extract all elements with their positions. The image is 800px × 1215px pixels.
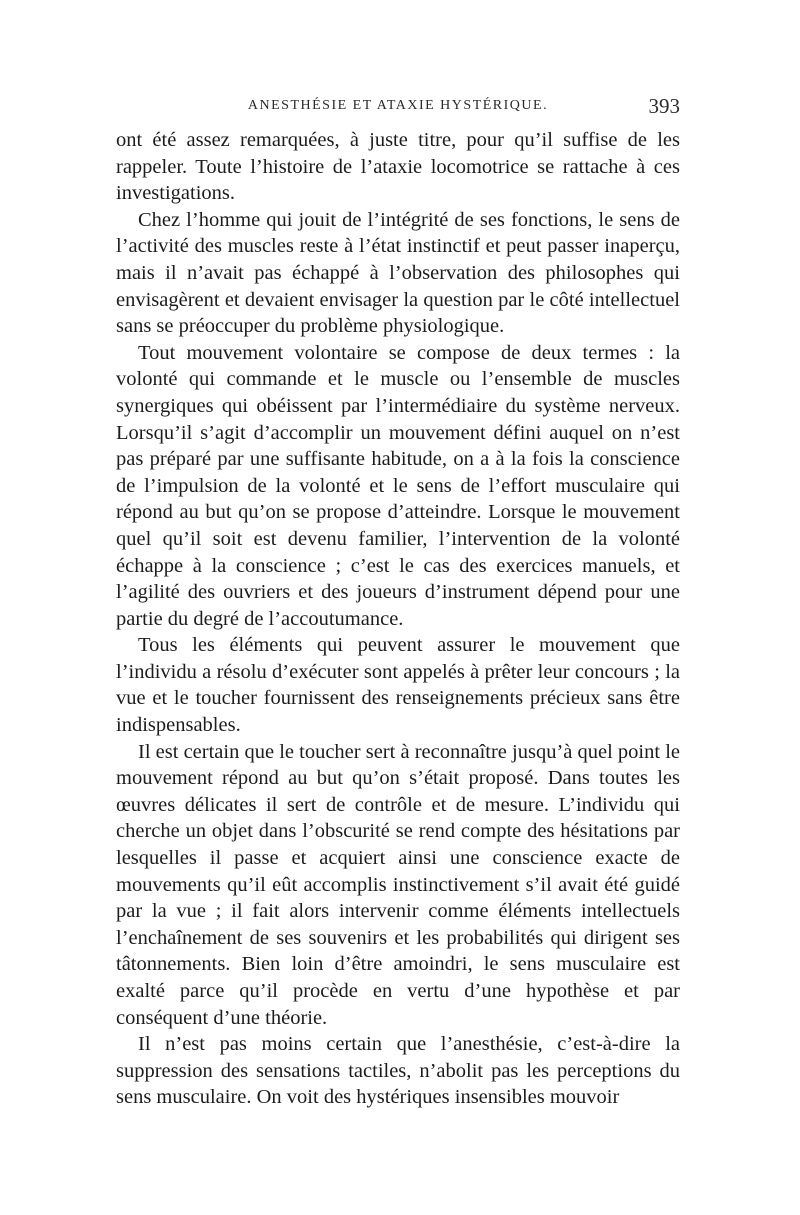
running-head [116, 94, 680, 120]
running-title: ANESTHÉSIE ET ATAXIE HYSTÉRIQUE. [247, 98, 549, 113]
paragraph-continued: ont été assez remarquées, à juste titre, pour qu’il suffise de les rappeler. Toute l’histoire de l’ataxie locomotrice se rattache à ces investigations. [116, 129, 680, 205]
paragraph: Tous les éléments qui peuvent assurer le mouvement que l’individu a résolu d’exécuter sont appelés à prêter leur concours ; la vue et le toucher fournissent des renseignements précieux sans être indispensables. [116, 634, 680, 737]
paragraph: Il n’est pas moins certain que l’anesthésie, c’est-à-dire la suppression des sensations tactiles, n’abolit pas les perceptions du sens musculaire. On voit des hystériques insensibles mouvoir [116, 1033, 680, 1109]
paragraph: Tout mouvement volontaire se compose de deux termes : la volonté qui commande et le muscle ou l’ensemble de muscles synergiques qui obéissent par l’intermédiaire du système nerveux. Lorsqu’il s’agit d’accomplir un mouvement défini auquel on n’est pas préparé par une suffisante habitude, on a à la fois la conscience de l’impulsion de la volonté et le sens de l’effort musculaire qui répond au but qu’on se propose d’atteindre. Lorsque le mouvement quel qu’il soit est devenu familier, l’intervention de la volonté échappe à la conscience ; c’est le cas des exercices manuels, et l’agilité des ouvriers et des joueurs d’instrument dépend pour une partie du degré de l’accoutumance. [116, 341, 680, 630]
paragraph: Chez l’homme qui jouit de l’intégrité de ses fonctions, le sens de l’activité des muscles reste à l’état instinctif et peut passer inaperçu, mais il n’avait pas échappé à l’observation des philosophes qui envisagèrent et devaient envisager la question par le côté intellectuel sans se préoccuper du problème physiologique. [116, 208, 680, 338]
paragraph: Il est certain que le toucher sert à reconnaître jusqu’à quel point le mouvement répond au but qu’on s’était proposé. Dans toutes les œuvres délicates il sert de contrôle et de mesure. L’individu qui cherche un objet dans l’obscurité se rend compte des hésitations par lesquelles il passe et acquiert ainsi une conscience exacte de mouvements qu’il eût accomplis instinctivement s’il avait été guidé par la vue ; il fait alors intervenir comme éléments intellectuels l’enchaînement de ses souvenirs et les probabilités qui dirigent ses tâtonnements. Bien loin d’être amoindri, le sens musculaire est exalté parce qu’il procède en vertu d’une hypothèse et par conséquent d’une théorie. [116, 740, 680, 1029]
body-text [116, 127, 680, 1111]
page-number: 393 [648, 94, 680, 118]
